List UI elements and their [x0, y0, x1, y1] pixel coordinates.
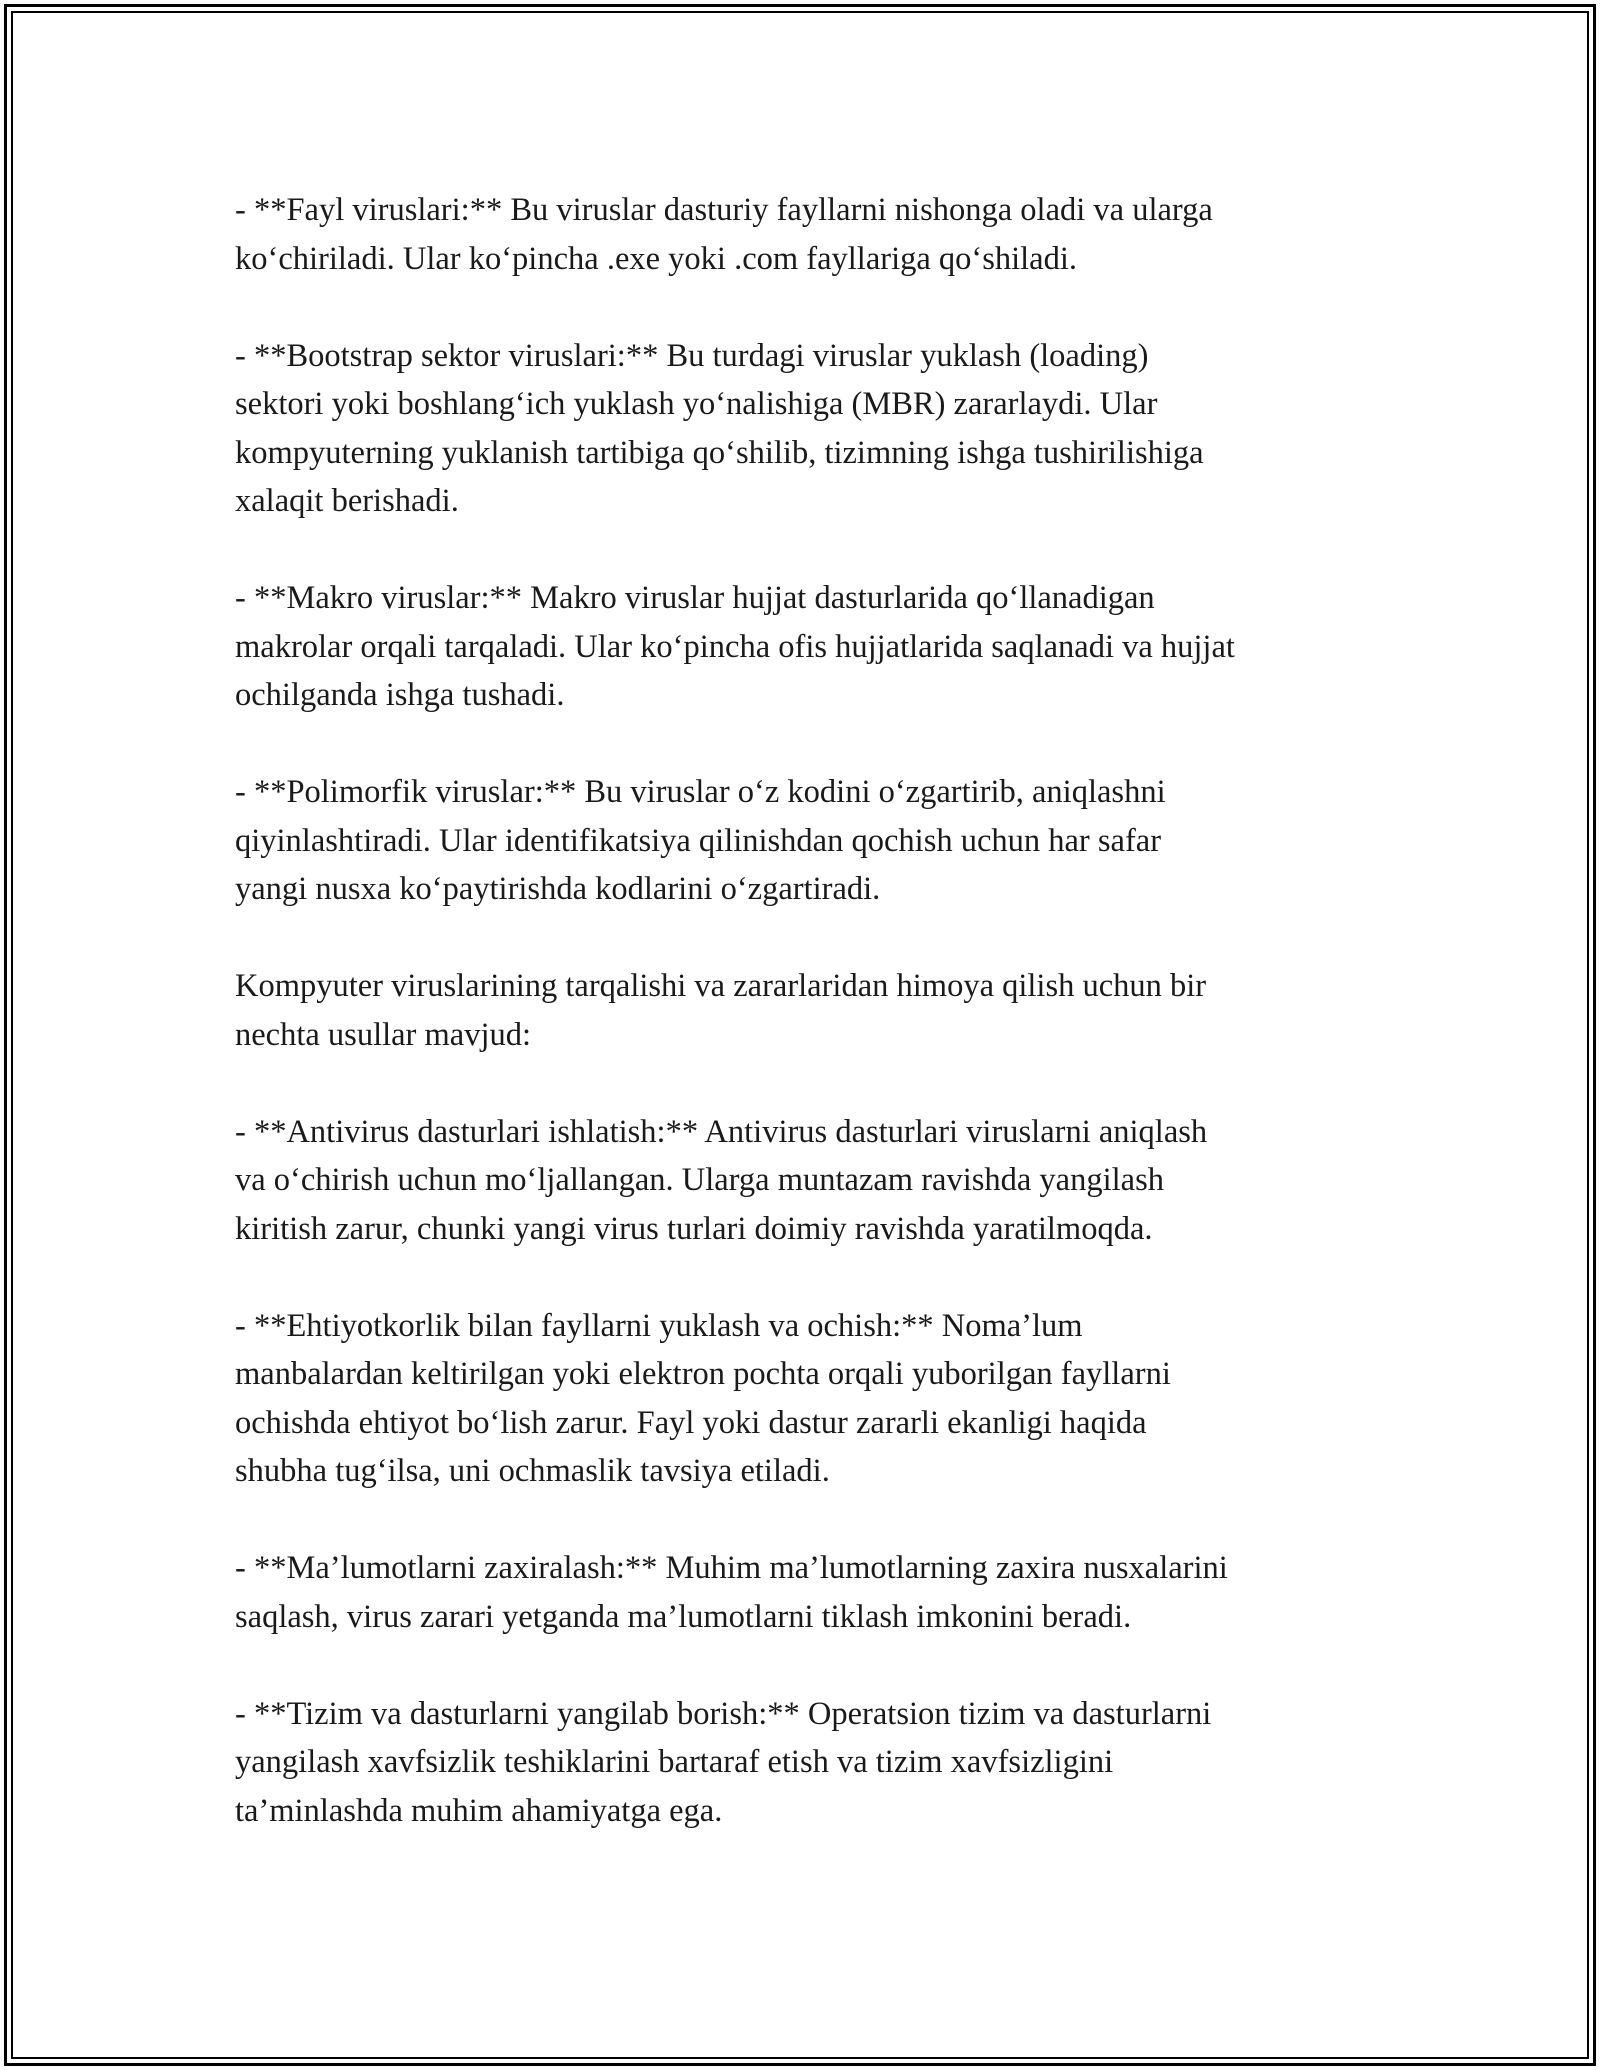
paragraph-line: ochishda ehtiyot bo‘lish zarur. Fayl yoki dastur zararli ekanligi haqida [235, 1404, 1147, 1441]
paragraph-line: ochilganda ishga tushadi. [235, 677, 565, 713]
paragraph-line: kompyuterning yuklanish tartibiga qo‘shilib, tizimning ishga tushirilishiga [235, 434, 1204, 471]
paragraph-line: - **Polimorfik viruslar:** Bu viruslar o‘z kodini o‘zgartirib, aniqlashni [235, 774, 1166, 810]
paragraph-line: - **Ehtiyotkorlik bilan fayllarni yuklash va ochish:** Noma’lum [235, 1307, 1083, 1344]
paragraph-polymorphic-viruses [235, 768, 1375, 914]
paragraph-line: qiyinlashtiradi. Ular identifikatsiya qilinishdan qochish uchun har safar [235, 822, 1162, 859]
paragraph-macro-viruses [235, 574, 1375, 720]
paragraph-line: yangi nusxa ko‘paytirishda kodlarini o‘zgartiradi. [235, 871, 881, 907]
paragraph-line: - **Bootstrap sektor viruslari:** Bu turdagi viruslar yuklash (loading) [235, 337, 1149, 374]
paragraph-line: Kompyuter viruslarining tarqalishi va zararlaridan himoya qilish uchun bir [235, 968, 1207, 1004]
paragraph-line: sektori yoki boshlang‘ich yuklash yo‘nalishiga (MBR) zararlaydi. Ular [235, 386, 1158, 422]
paragraph-careful-download [235, 1302, 1375, 1496]
paragraph-line: saqlash, virus zarari yetganda ma’lumotlarni tiklash imkonini beradi. [235, 1598, 1132, 1635]
paragraph-antivirus [235, 1108, 1375, 1254]
paragraph-bootstrap-viruses [235, 332, 1375, 526]
paragraph-backup [235, 1544, 1375, 1641]
paragraph-line: makrolar orqali tarqaladi. Ular ko‘pincha ofis hujjatlarida saqlanadi va hujjat [235, 628, 1235, 665]
paragraph-line: - **Tizim va dasturlarni yangilab borish:** Operatsion tizim va dasturlarni [235, 1695, 1212, 1732]
paragraph-protection-intro [235, 962, 1375, 1059]
paragraph-line: va o‘chirish uchun mo‘ljallangan. Ularga muntazam ravishda yangilash [235, 1162, 1164, 1198]
document-body [235, 186, 1375, 1835]
paragraph-line: nechta usullar mavjud: [235, 1016, 532, 1053]
paragraph-line: ta’minlashda muhim ahamiyatga ega. [235, 1792, 723, 1829]
paragraph-line: - **Ma’lumotlarni zaxiralash:** Muhim ma’lumotlarning zaxira nusxalarini [235, 1550, 1228, 1586]
paragraph-line: - **Makro viruslar:** Makro viruslar hujjat dasturlarida qo‘llanadigan [235, 580, 1155, 616]
paragraph-line: manbalardan keltirilgan yoki elektron pochta orqali yuborilgan fayllarni [235, 1356, 1171, 1392]
paragraph-line: - **Fayl viruslari:** Bu viruslar dasturiy fayllarni nishonga oladi va ularga [235, 192, 1213, 228]
paragraph-line: shubha tug‘ilsa, uni ochmaslik tavsiya etiladi. [235, 1453, 830, 1489]
paragraph-updates [235, 1690, 1375, 1836]
paragraph-line: kiritish zarur, chunki yangi virus turlari doimiy ravishda yaratilmoqda. [235, 1210, 1153, 1247]
paragraph-line: yangilash xavfsizlik teshiklarini bartaraf etish va tizim xavfsizligini [235, 1744, 1114, 1780]
paragraph-file-viruses [235, 186, 1375, 283]
paragraph-line: - **Antivirus dasturlari ishlatish:** Antivirus dasturlari viruslarni aniqlash [235, 1113, 1208, 1150]
paragraph-line: ko‘chiriladi. Ular ko‘pincha .exe yoki .com fayllariga qo‘shiladi. [235, 240, 1078, 277]
paragraph-line: xalaqit berishadi. [235, 483, 459, 519]
